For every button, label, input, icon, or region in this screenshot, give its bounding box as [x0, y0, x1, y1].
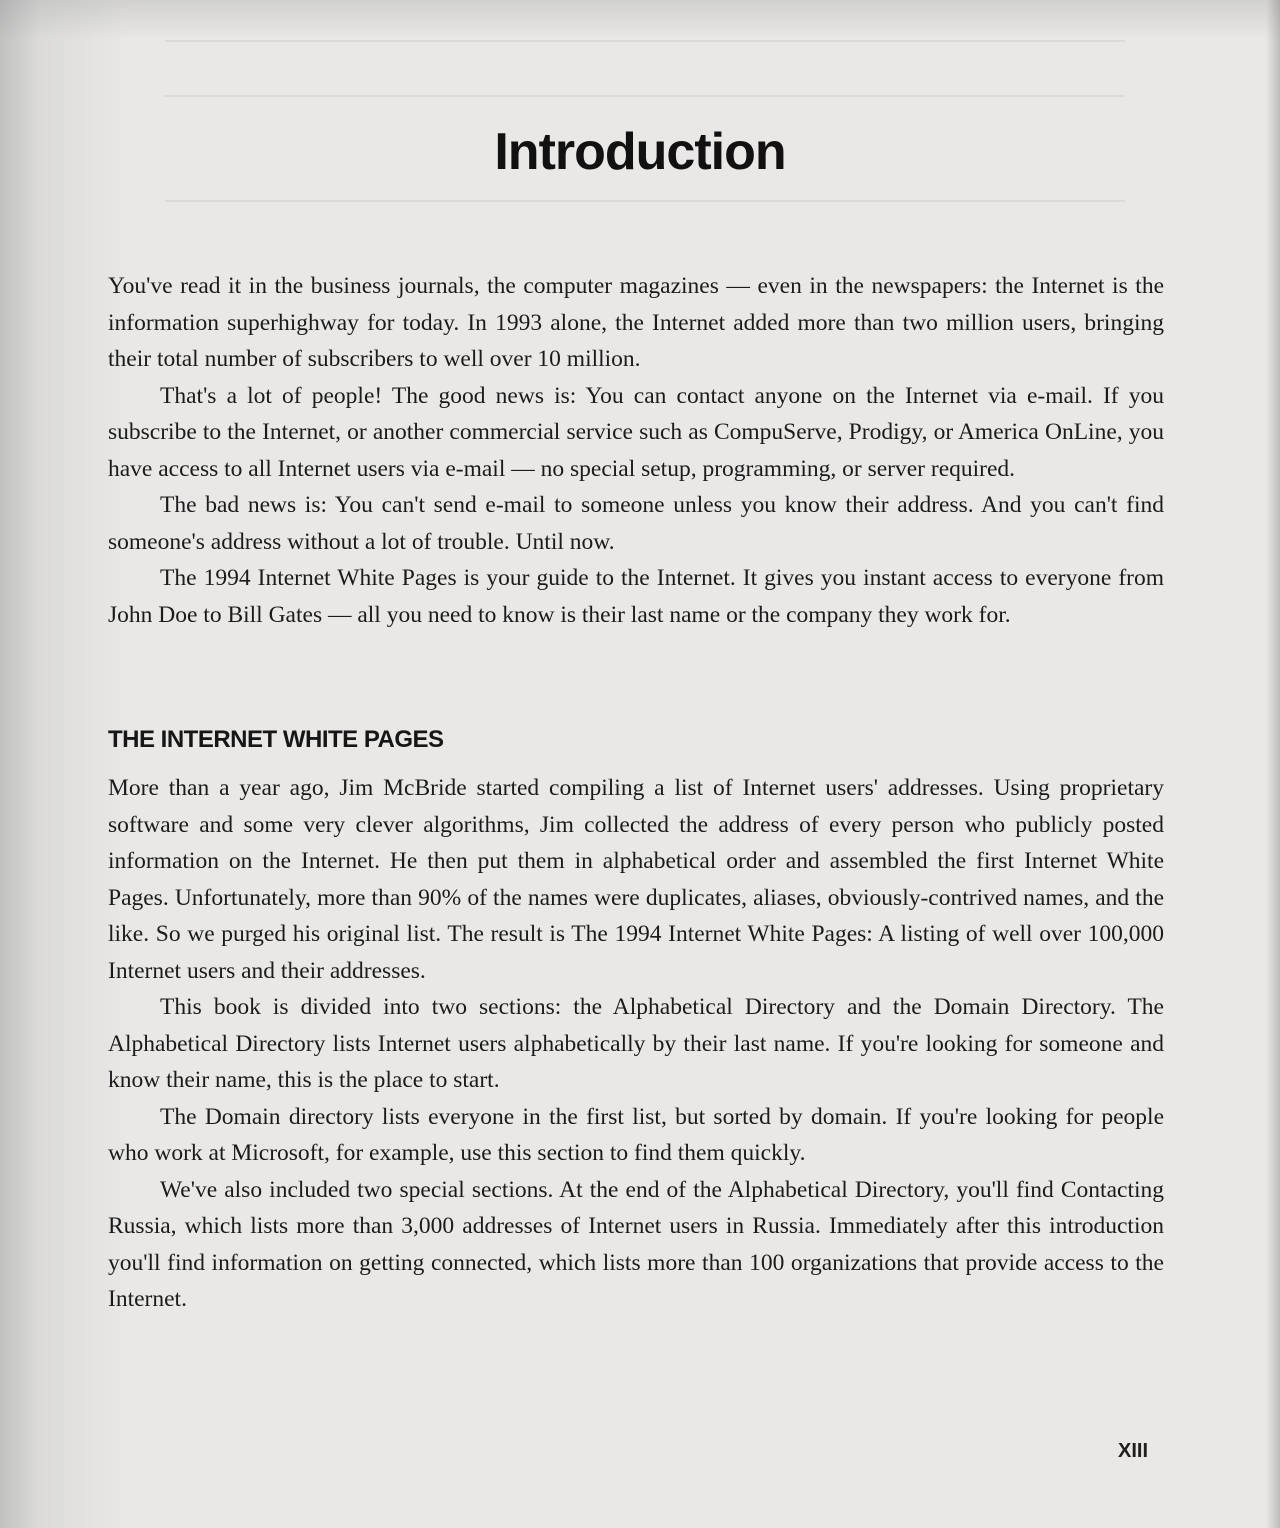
- bleed-through-line: [165, 40, 1125, 42]
- paragraph: We've also included two special sections. At the end of the Alphabetical Directory, you'll find Contacting Russia, which lists more than 3,000 addresses of Internet users in Russia. Immediately after this introduction you'll find information on getting connected, which lists more than 100 organizations that provide access to the Internet.: [108, 1176, 1164, 1312]
- paragraph: The bad news is: You can't send e-mail to someone unless you know their address. And you can't find someone's address without a lot of trouble. Until now.: [108, 492, 1164, 555]
- paragraph: You've read it in the business journals, the computer magazines — even in the newspapers: the Internet is the information superhighway for today. In 1993 alone, the Internet added more than two million users, bringing their total number of subscribers to well over 10 million.: [108, 273, 1164, 372]
- paragraph: The Domain directory lists everyone in the first list, but sorted by domain. If you're looking for people who work at Microsoft, for example, use this section to find them quickly.: [108, 1103, 1164, 1166]
- section-body: [108, 770, 1164, 1318]
- paragraph: The 1994 Internet White Pages is your guide to the Internet. It gives you instant access to everyone from John Doe to Bill Gates — all you need to know is their last name or the company they work for.: [108, 565, 1164, 628]
- paragraph: More than a year ago, Jim McBride started compiling a list of Internet users' addresses. Using proprietary software and some very clever algorithms, Jim collected the address of every person who publicly posted information on the Internet. He then put them in alphabetical order and assembled the first Internet White Pages. Unfortunately, more than 90% of the names were duplicates, aliases, obviously-contrived names, and the like. So we purged his original list. The result is The 1994 Internet White Pages: A listing of well over 100,000 Internet users and their addresses.: [108, 775, 1164, 984]
- section-heading: THE INTERNET WHITE PAGES: [108, 726, 444, 753]
- paragraph: That's a lot of people! The good news is: You can contact anyone on the Internet via e-mail. If you subscribe to the Internet, or another commercial service such as CompuServe, Prodigy, or America OnLine, you have access to all Internet users via e-mail — no special setup, programming, or server required.: [108, 382, 1164, 482]
- page-number: XIII: [1118, 1440, 1149, 1462]
- bleed-through-line: [165, 200, 1125, 202]
- bleed-through-line: [165, 95, 1125, 97]
- paragraph: This book is divided into two sections: the Alphabetical Directory and the Domain Directory. The Alphabetical Directory lists Internet users alphabetically by their last name. If you're looking for someone and know their name, this is the place to start.: [108, 994, 1164, 1093]
- page-title: Introduction: [494, 123, 786, 181]
- page-edge-shadow: [1266, 0, 1280, 1528]
- intro-body: [108, 268, 1164, 633]
